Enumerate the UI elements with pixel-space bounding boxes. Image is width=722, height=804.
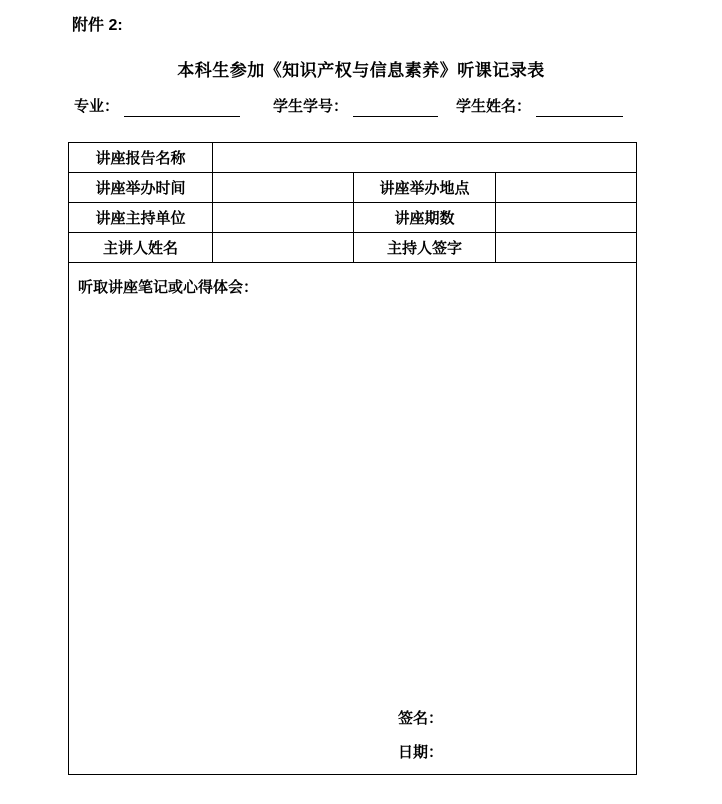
notes-content[interactable] — [78, 303, 627, 684]
notes-cell[interactable] — [69, 263, 637, 775]
student-field-student-id — [273, 97, 456, 117]
student-info-row — [74, 97, 623, 117]
date-label: 日期： — [398, 744, 444, 761]
host-unit-label: 讲座主持单位 — [69, 203, 213, 233]
student-field-major — [74, 97, 273, 117]
lecture-title-cell[interactable] — [213, 143, 637, 173]
table-row — [69, 143, 637, 173]
student-name-label: 学生姓名： — [456, 98, 532, 115]
speaker-name-label: 主讲人姓名 — [69, 233, 213, 263]
student-field-student-name — [456, 97, 623, 117]
major-input-line[interactable] — [124, 97, 240, 117]
notes-label: 听取讲座笔记或心得体会： — [78, 279, 259, 296]
table-row — [69, 203, 637, 233]
lecture-session-label: 讲座期数 — [354, 203, 496, 233]
signature-value[interactable] — [443, 707, 523, 728]
lecture-location-cell[interactable] — [496, 173, 637, 203]
notes-area — [69, 263, 636, 774]
table-row — [69, 173, 637, 203]
host-signature-label: 主持人签字 — [354, 233, 496, 263]
student-name-input-line[interactable] — [536, 97, 623, 117]
host-unit-cell[interactable] — [213, 203, 354, 233]
lecture-location-label: 讲座举办地点 — [354, 173, 496, 203]
major-label: 专业： — [74, 98, 120, 115]
record-table — [68, 142, 637, 775]
lecture-session-cell[interactable] — [496, 203, 637, 233]
table-row — [69, 233, 637, 263]
signature-label: 签名： — [398, 710, 444, 727]
signature-line — [398, 707, 523, 728]
attachment-label: 附件 2: — [72, 17, 123, 34]
table-row — [69, 263, 637, 775]
lecture-time-cell[interactable] — [213, 173, 354, 203]
page-title: 本科生参加《知识产权与信息素养》听课记录表 — [177, 61, 545, 80]
lecture-title-label: 讲座报告名称 — [69, 143, 213, 173]
date-line — [398, 741, 523, 762]
date-value[interactable] — [443, 741, 523, 762]
student-id-label: 学生学号： — [273, 98, 349, 115]
host-signature-cell[interactable] — [496, 233, 637, 263]
speaker-name-cell[interactable] — [213, 233, 354, 263]
signature-block — [398, 707, 523, 775]
student-id-input-line[interactable] — [353, 97, 438, 117]
lecture-time-label: 讲座举办时间 — [69, 173, 213, 203]
